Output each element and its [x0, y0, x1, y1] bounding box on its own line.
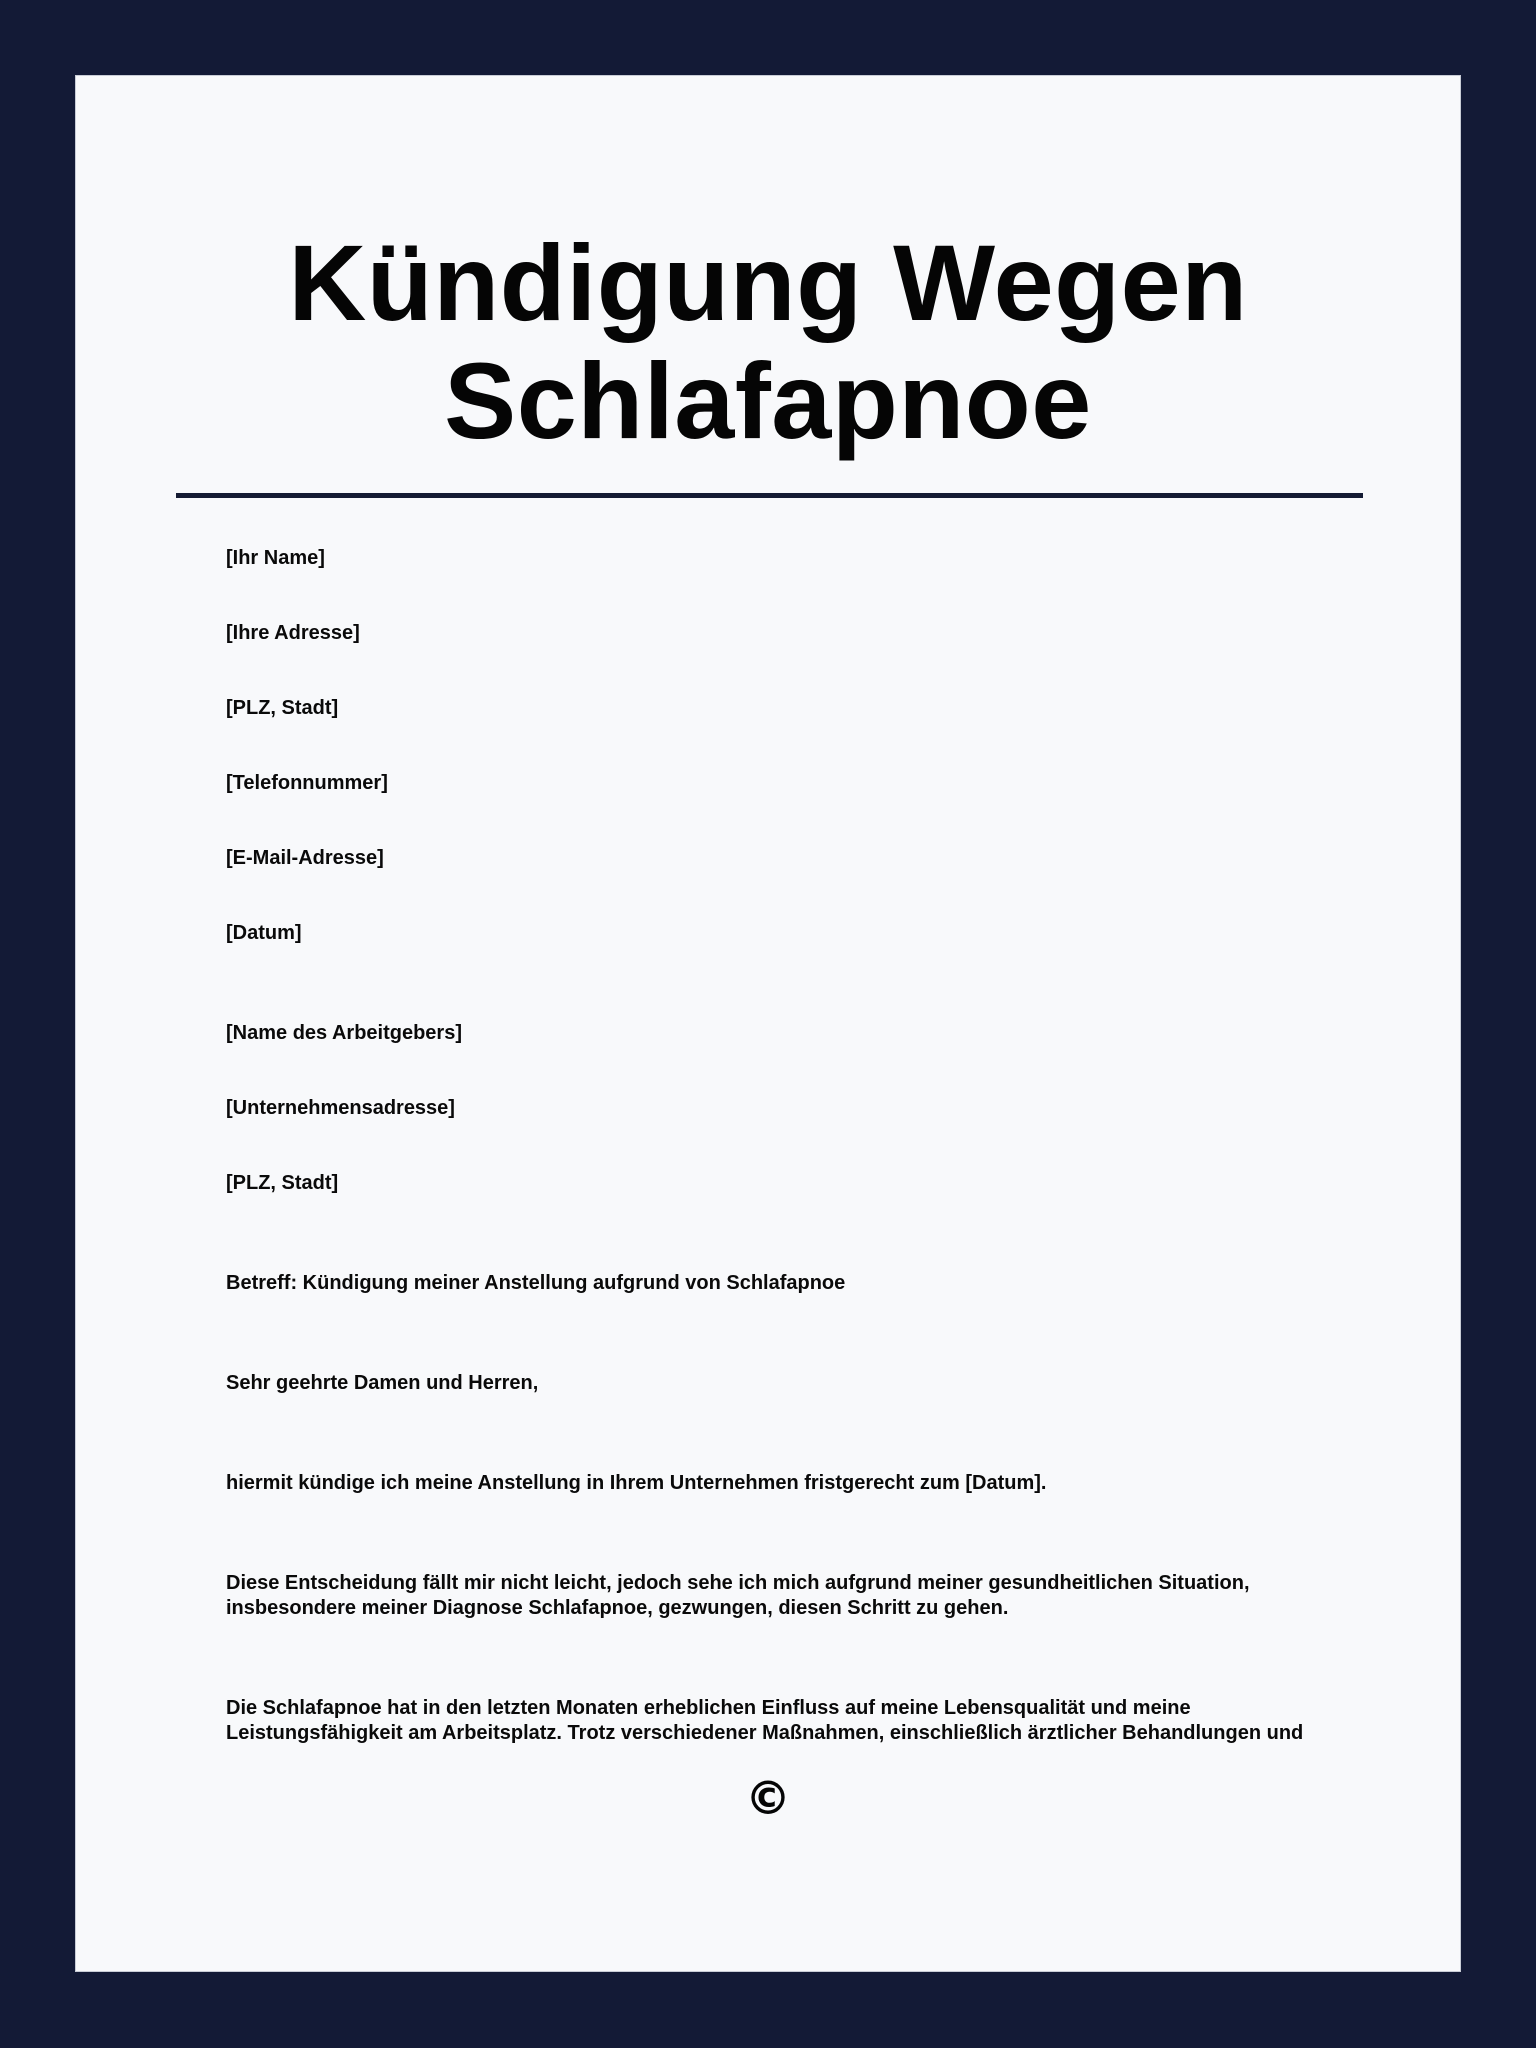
title-line-1: Kündigung Wegen	[288, 222, 1248, 343]
recipient-address: [Unternehmensadresse]	[226, 1097, 455, 1119]
recipient-city: [PLZ, Stadt]	[226, 1172, 339, 1194]
document-title	[76, 224, 1460, 460]
paragraph-2-line-2: insbesondere meiner Diagnose Schlafapnoe, gezwungen, diesen Schritt zu gehen.	[226, 1597, 1009, 1619]
recipient-name: [Name des Arbeitgebers]	[226, 1022, 462, 1044]
copyright-icon: ©	[745, 1771, 791, 1825]
sender-city: [PLZ, Stadt]	[226, 697, 339, 719]
subject-line: Betreff: Kündigung meiner Anstellung aufgrund von Schlafapnoe	[226, 1272, 846, 1294]
title-divider	[176, 493, 1363, 498]
paragraph-1-line-1: hiermit kündige ich meine Anstellung in Ihrem Unternehmen fristgerecht zum [Datum].	[226, 1472, 1047, 1494]
paragraph-3-line-2: Leistungsfähigkeit am Arbeitsplatz. Trotz verschiedener Maßnahmen, einschließlich ärztlicher Behandlungen und	[226, 1722, 1304, 1744]
document-page	[75, 75, 1461, 1972]
sender-address: [Ihre Adresse]	[226, 622, 360, 644]
sender-phone: [Telefonnummer]	[226, 772, 388, 794]
sender-name: [Ihr Name]	[226, 547, 325, 569]
paragraph-2	[226, 1571, 1346, 1621]
paragraph-3	[226, 1696, 1346, 1746]
sender-email: [E-Mail-Adresse]	[226, 847, 384, 869]
paragraph-3-line-1: Die Schlafapnoe hat in den letzten Monaten erheblichen Einfluss auf meine Lebensqualität und meine	[226, 1697, 1191, 1719]
salutation: Sehr geehrte Damen und Herren,	[226, 1372, 539, 1394]
title-line-2: Schlafapnoe	[444, 340, 1092, 461]
sender-date: [Datum]	[226, 922, 302, 944]
paragraph-2-line-1: Diese Entscheidung fällt mir nicht leicht, jedoch sehe ich mich aufgrund meiner gesundheitlichen Situation,	[226, 1572, 1250, 1594]
paragraph-1	[226, 1471, 1346, 1496]
